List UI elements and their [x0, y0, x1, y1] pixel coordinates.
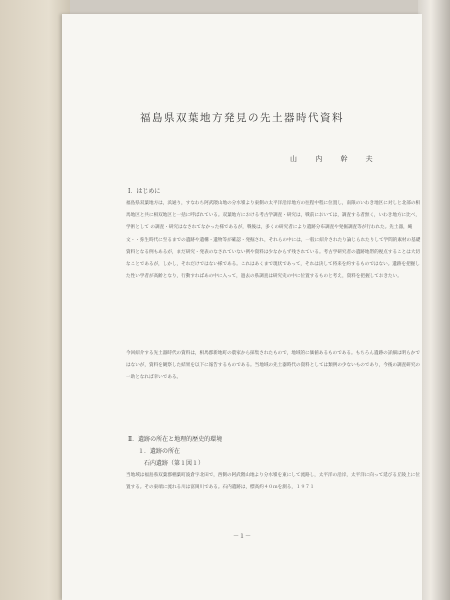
background-left-page-edge: [0, 0, 70, 600]
subsection-heading: １．遺跡の所在: [138, 448, 181, 455]
document-page: [62, 14, 422, 600]
subsection-item: 石内遺跡（第１図１）: [144, 460, 205, 467]
paragraph-introduction: 福島県双葉地方は，浜通り，すなわち阿武隈山地の分水嶺より東側の太平洋沿岸地方の往程中程に位置し，南限のいわき地区に対しと北部の相馬地区と共に相双地区と一括に呼ばれている。双葉地方における考古学調査・研究は，戦前においては，調査する者無く，いわき地方に比べ，学術として の調査・研究はなされてなかった様であるが，戦後は，多くの研究者により遺跡分布調査や発掘調査等が行われた。先土器，縄文・・弥生時代に至るまでの遺跡や遺構・遺物等が確認・発掘され，それらの中には，一般に紹介されたり論じられたりして学問的素材の基礎資料となる例もあるが，まだ研究・発表のなされていない例や資料は少なからず残されている。考古学研究者の遺跡地帯的視点することは大切なことであるが，しかし，それだけではない様である。これはあくまで現状であって，それは決して将来を約するものではない。遺跡を把握した性い学者が高齢となり，行動すればあの中に入って，過去の県調査は研究史の中に位置するものと考え，資料を把握しておきたい。: [126, 201, 421, 280]
author-name: 山 内 幹 夫: [290, 155, 381, 163]
paragraph-site-location: 当地域は福島県双葉郡楢葉町波倉字北田で，西側の阿武隈山地より分水嶺を東にして流路し，太平洋の沿岸，太平洋に向って延びる丘陵上に位置する。その東端に流れる川は富岡川である。石内遺跡は，標高約４０ｍを測る，１９７１: [126, 473, 420, 491]
background-right-paper: [418, 0, 450, 600]
page-title: 福島県双葉地方発見の先土器時代資料: [140, 112, 344, 124]
page-number: －１－: [232, 533, 251, 540]
section-heading-location: Ⅱ．遺跡の所在と地理的歴史的環境: [128, 436, 223, 443]
paragraph-materials: 今回紹介する先土器時代の資料は，相馬郡新地町の農家から採集されたもので，地域的に価値あるものである。もちろん遺跡の詳細は明らかではないが，資料を観察した結果を以下に報告するものである。当地域の先土器時代の資料としては類例の少ないものであり，今後の調査研究の一助となれば幸いである。: [126, 351, 421, 381]
section-heading-introduction: Ⅰ．はじめに: [128, 188, 161, 195]
